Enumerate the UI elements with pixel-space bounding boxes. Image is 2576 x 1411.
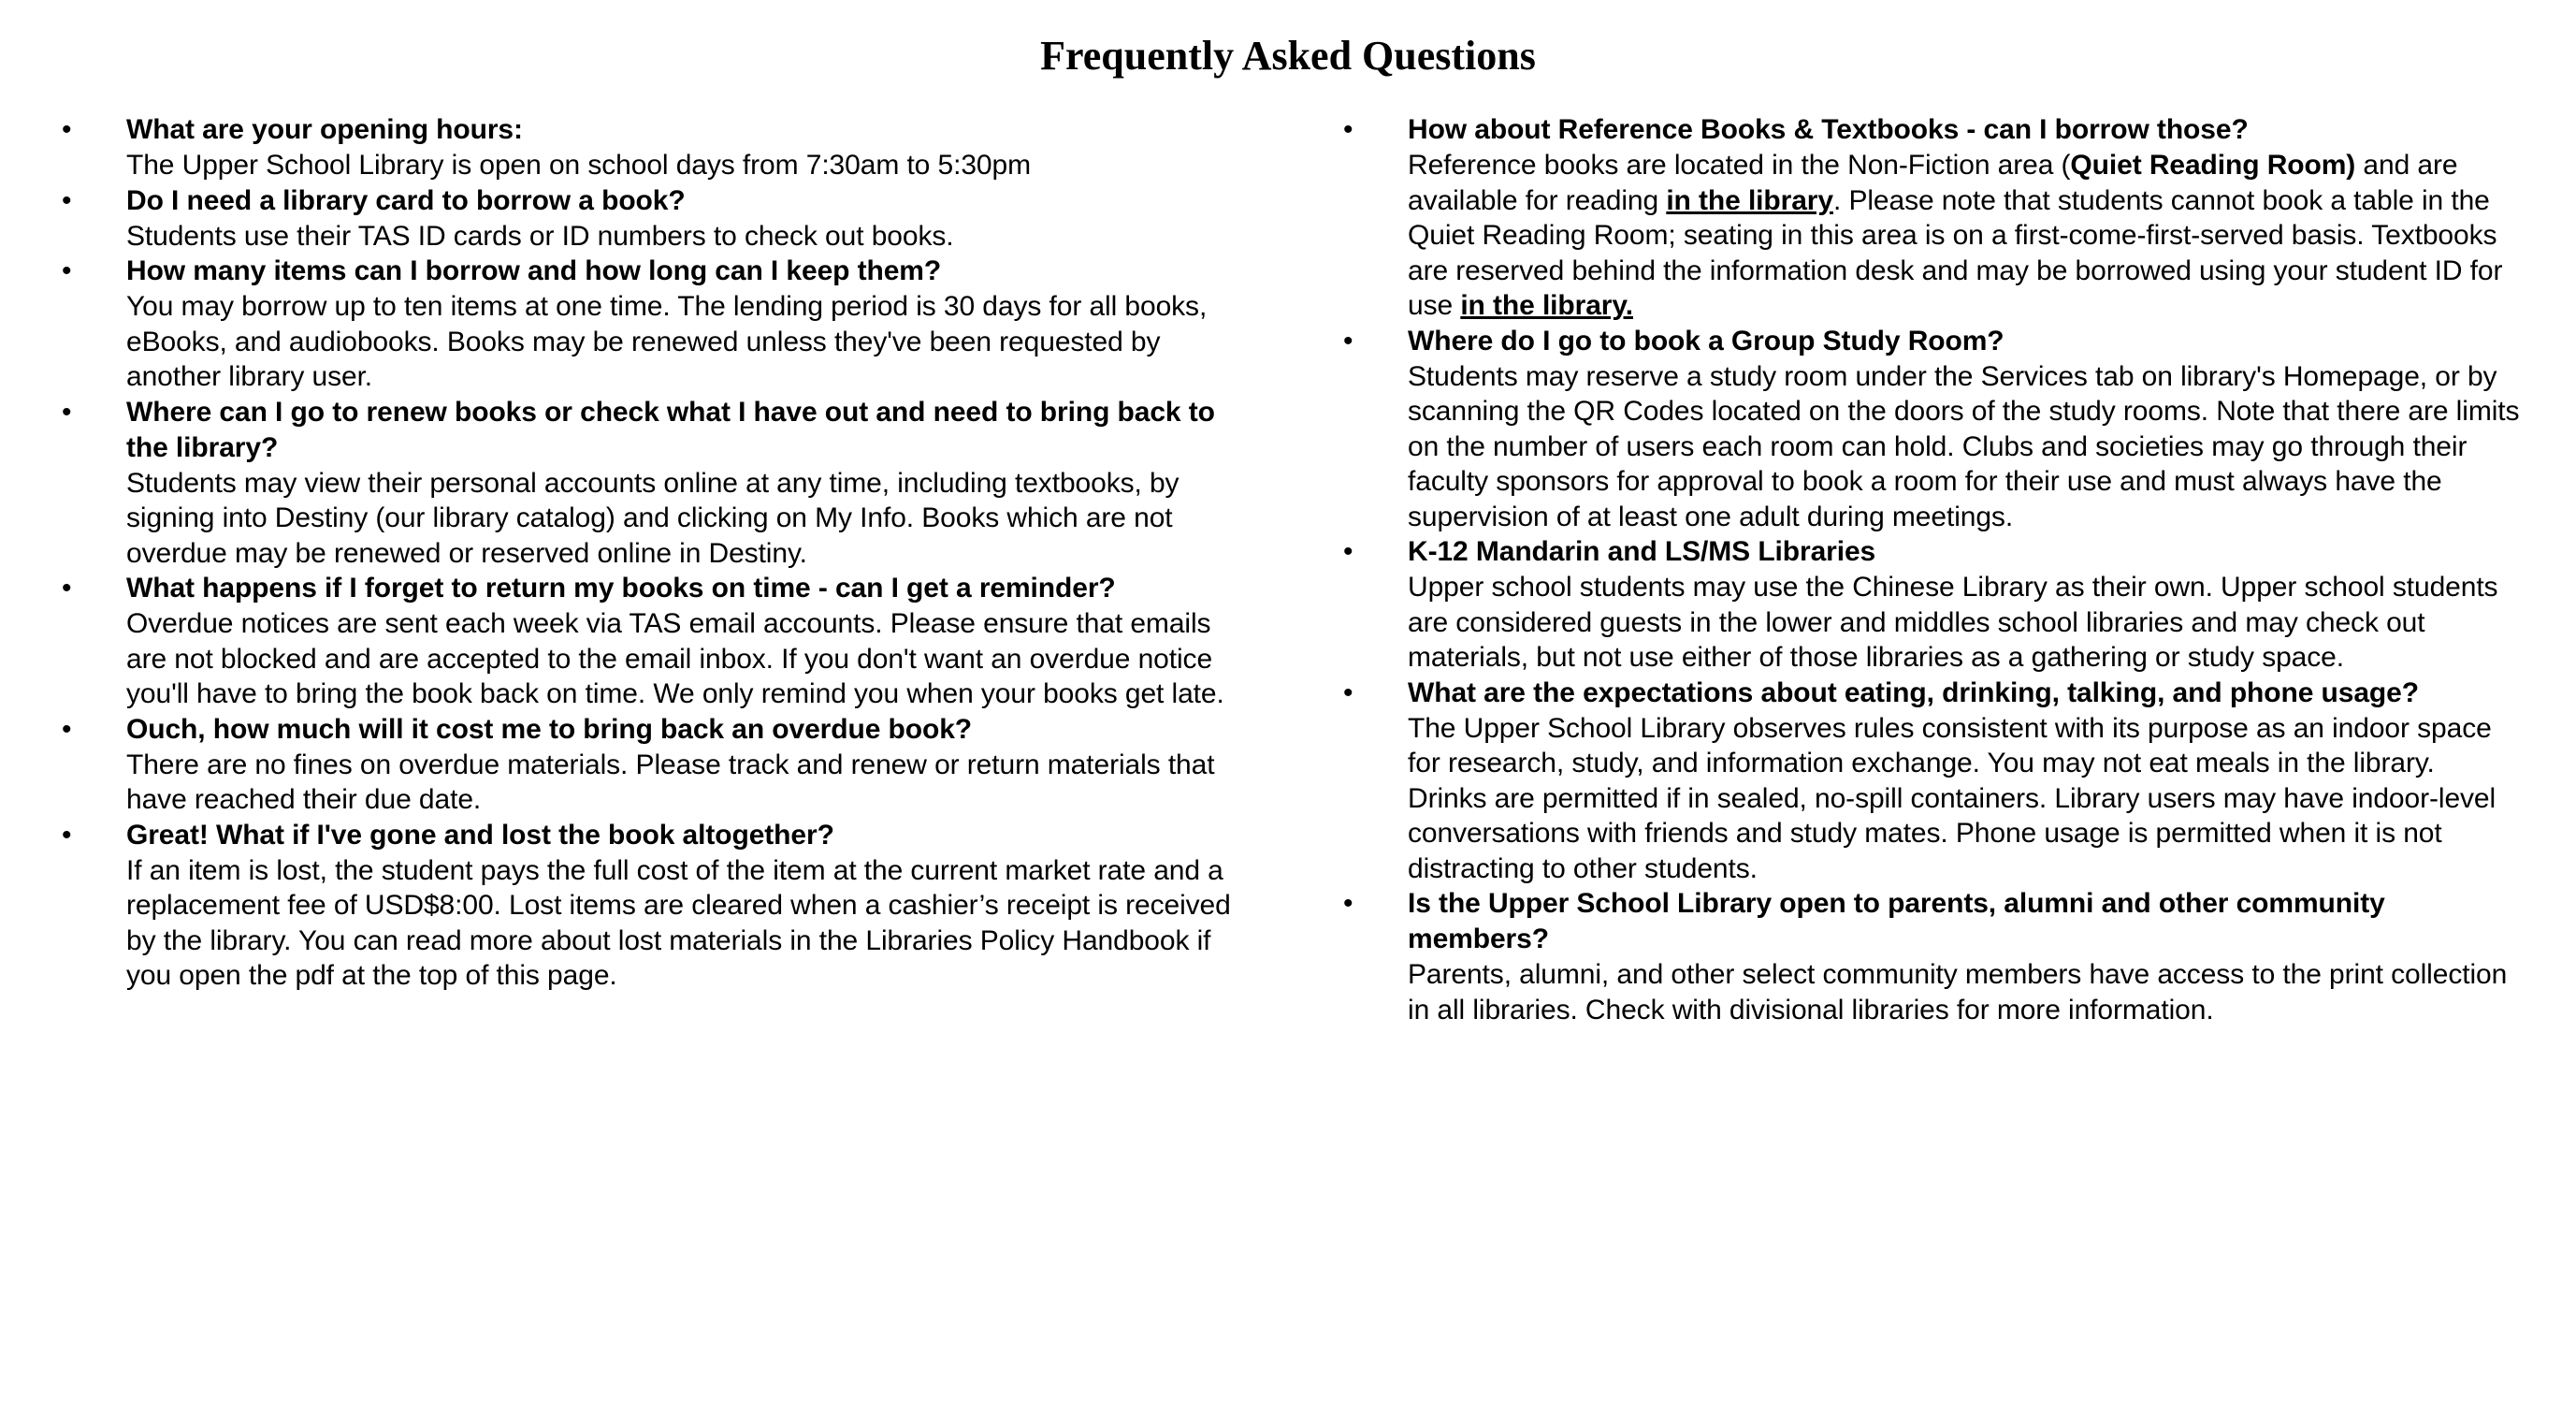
faq-item: [1319, 676, 2520, 887]
faq-answer-run: Reference books are located in the Non-Fiction area (: [1408, 150, 2071, 182]
faq-question: How many items can I borrow and how long can I keep them?: [126, 255, 942, 287]
faq-question: Where do I go to book a Group Study Room?: [1408, 325, 2004, 356]
faq-item: [1319, 534, 2520, 676]
faq-answer: The Upper School Library observes rules consistent with its purpose as an indoor space for research, study, and information exchange. You may not eat meals in the library. Drinks are permitted if in sealed, no-spill containers. Library users may have indoor-level conversations with friends and study mates. Phone usage is permitted when it is not distracting to other students.: [1408, 712, 2496, 884]
page-title: Frequently Asked Questions: [1040, 33, 1536, 79]
faq-answer: You may borrow up to ten items at one time. The lending period is 30 days for all books, eBooks, and audiobooks. Books may be renewed unless they've been requested by another library user.: [126, 291, 1208, 393]
faq-answer: Students may view their personal accounts online at any time, including textbooks, by signing into Destiny (our library catalog) and clicking on My Info. Books which are not overdue may be renewed or reserved online in Destiny.: [126, 467, 1179, 569]
faq-question: K-12 Mandarin and LS/MS Libraries: [1408, 536, 1876, 568]
faq-column-right: [1291, 112, 2576, 1027]
faq-item: [37, 712, 1255, 818]
faq-question: Do I need a library card to borrow a book?: [126, 184, 686, 216]
faq-answer: Students may reserve a study room under the Services tab on library's Homepage, or by scanning the QR Codes located on the doors of the study rooms. Note that there are limits on the number of users each room can hold. Clubs and societies may go through their faculty sponsors for approval to book a room for their use and must always have the supervision of at least one adult during meetings.: [1408, 360, 2520, 532]
bullet-icon: •: [62, 114, 72, 146]
faq-answer: Parents, alumni, and other select community members have access to the print collection in all libraries. Check with divisional libraries for more information.: [1408, 959, 2508, 1026]
faq-question: Is the Upper School Library open to parents, alumni and other community members?: [1408, 888, 2385, 955]
faq-item: [1319, 324, 2520, 535]
faq-answer: [1408, 148, 2520, 324]
bullet-icon: •: [1343, 676, 1353, 708]
bullet-icon: •: [1343, 888, 1353, 920]
faq-question: Ouch, how much will it cost me to bring back an overdue book?: [126, 713, 973, 745]
bullet-icon: •: [1343, 536, 1353, 568]
faq-item: [37, 112, 1255, 183]
faq-item: [1319, 112, 2520, 324]
bullet-icon: •: [62, 819, 72, 851]
faq-list-left: [37, 112, 1255, 994]
faq-question: Great! What if I've gone and lost the book altogether?: [126, 819, 834, 851]
faq-item: [37, 183, 1255, 255]
faq-question: What are your opening hours:: [126, 114, 523, 146]
faq-answer: Students use their TAS ID cards or ID numbers to check out books.: [126, 220, 954, 252]
bullet-icon: •: [62, 573, 72, 604]
bullet-icon: •: [62, 713, 72, 745]
bullet-icon: •: [62, 255, 72, 287]
bullet-icon: •: [62, 396, 72, 428]
faq-item: [1319, 886, 2520, 1027]
faq-answer: Overdue notices are sent each week via TAS email accounts. Please ensure that emails are not blocked and are accepted to the email inbox. If you don't want an overdue notice you'll have to bring the book back on time. We only remind you when your books get late.: [126, 608, 1224, 710]
faq-answer: The Upper School Library is open on school days from 7:30am to 5:30pm: [126, 150, 1031, 182]
faq-answer: There are no fines on overdue materials. Please track and renew or return materials that have reached their due date.: [126, 749, 1215, 816]
faq-question: How about Reference Books & Textbooks - can I borrow those?: [1408, 114, 2249, 146]
faq-answer-run: . Please note that students cannot book a table in the Quiet Reading Room; seating in this area is on a first-come-first-served basis. Textbooks are reserved behind the information desk and may be borrowed using your student ID for use: [1408, 184, 2503, 322]
bullet-icon: •: [1343, 114, 1353, 146]
faq-list-right: [1319, 112, 2520, 1027]
faq-answer-run: and are available for reading: [1408, 150, 2458, 216]
faq-question: What happens if I forget to return my books on time - can I get a reminder?: [126, 573, 1116, 604]
faq-answer-run: Quiet Reading Room): [2070, 150, 2356, 182]
bullet-icon: •: [1343, 325, 1353, 356]
faq-answer-run: in the library: [1666, 184, 1833, 216]
faq-item: [37, 818, 1255, 994]
faq-columns: [0, 79, 2576, 1027]
faq-question: Where can I go to renew books or check what I have out and need to bring back to the library?: [126, 396, 1215, 463]
faq-answer: If an item is lost, the student pays the full cost of the item at the current market rate and a replacement fee of USD$8:00. Lost items are cleared when a cashier’s receipt is received by the library. You can read more about lost materials in the Libraries Policy Handbook if you open the pdf at the top of this page.: [126, 854, 1231, 992]
faq-answer-run: in the library.: [1460, 290, 1633, 322]
faq-column-left: [0, 112, 1291, 994]
faq-answer: Upper school students may use the Chinese Library as their own. Upper school students are considered guests in the lower and middles school libraries and may check out materials, but not use either of those libraries as a gathering or study space.: [1408, 572, 2498, 674]
faq-question: What are the expectations about eating, drinking, talking, and phone usage?: [1408, 676, 2419, 708]
faq-item: [37, 254, 1255, 395]
bullet-icon: •: [62, 184, 72, 216]
faq-item: [37, 571, 1255, 712]
faq-item: [37, 395, 1255, 572]
